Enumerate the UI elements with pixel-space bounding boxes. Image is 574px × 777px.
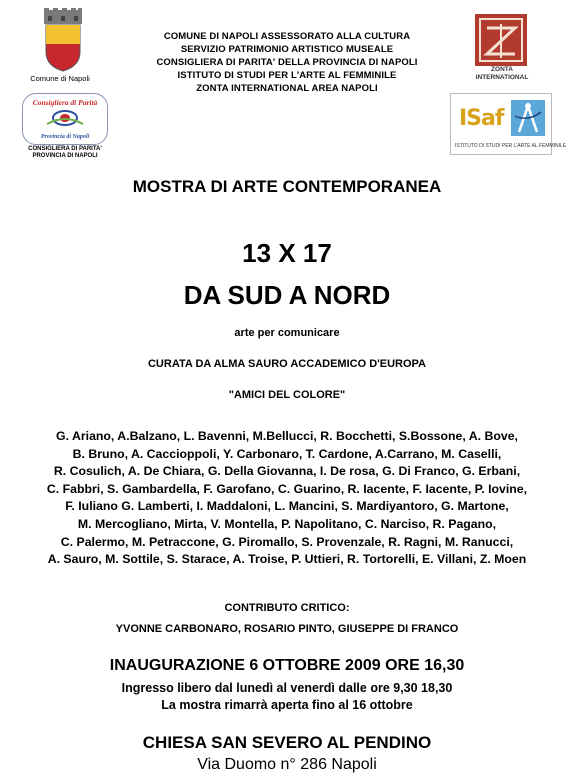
- opening-hours: Ingresso libero dal lunedì al venerdì dalle ore 9,30 18,30: [121, 681, 453, 695]
- exhibition-subtitle: arte per comunicare: [234, 327, 340, 339]
- consigliera-caption: [15, 146, 115, 160]
- artists-line: G. Ariano, A.Balzano, L. Bavenni, M.Bellucci, R. Bocchetti, S.Bossone, A. Bove,: [56, 429, 518, 443]
- consigliera-caption-line-2: PROVINCIA DI NAPOLI: [32, 153, 98, 159]
- isaf-caption: ISTITUTO DI STUDI PER L'ARTE AL FEMMINILE: [455, 143, 567, 149]
- artists-line: F. Iuliano G. Lamberti, I. Maddaloni, L. Mancini, S. Mardiyantoro, G. Martone,: [65, 499, 509, 514]
- artists-line: M. Mercogliano, Mirta, V. Montella, P. Napolitano, C. Narciso, R. Pagano,: [77, 516, 497, 531]
- artists-line: C. Palermo, M. Petraccone, G. Piromallo, S. Provenzale, R. Ragni, M. Ranucci,: [60, 534, 514, 549]
- zonta-caption-line-1: ZONTA: [491, 66, 513, 73]
- curator-line: CURATA DA ALMA SAURO ACCADEMICO D'EUROPA: [147, 358, 426, 370]
- consigliera-caption-line-1: CONSIGLIERA DI PARITA': [28, 146, 102, 152]
- organizers-block: [120, 30, 454, 95]
- critics-names: YVONNE CARBONARO, ROSARIO PINTO, GIUSEPPE DI FRANCO: [115, 623, 459, 635]
- artists-line: B. Bruno, A. Caccioppoli, Y. Carbonaro, T. Cardone, A.Carrano, M. Caselli,: [72, 446, 502, 461]
- group-name: "AMICI DEL COLORE": [228, 389, 346, 401]
- isaf-logo-text: ISaf: [459, 106, 504, 131]
- exhibition-title-1: 13 X 17: [242, 238, 332, 268]
- exhibition-title-2: DA SUD A NORD: [183, 280, 391, 310]
- venue-name: CHIESA SAN SEVERO AL PENDINO: [142, 733, 432, 752]
- artists-list: [0, 428, 574, 569]
- critics-label: CONTRIBUTO CRITICO:: [224, 602, 350, 614]
- zonta-caption: [462, 66, 542, 82]
- exhibition-type: MOSTRA DI ARTE CONTEMPORANEA: [132, 177, 442, 196]
- venue-address: Via Duomo n° 286 Napoli: [197, 756, 377, 773]
- org-line: SERVIZIO PATRIMONIO ARTISTICO MUSEALE: [180, 44, 394, 55]
- org-line: CONSIGLIERA DI PARITA' DELLA PROVINCIA DI NAPOLI: [156, 57, 418, 68]
- artists-line: R. Cosulich, A. De Chiara, G. Della Giovanna, I. De rosa, G. Di Franco, G. Erbani,: [53, 464, 521, 479]
- comune-caption: Comune di Napoli: [30, 74, 90, 83]
- zonta-caption-line-2: INTERNATIONAL: [475, 74, 529, 81]
- consigliera-di-parita-logo: [22, 93, 108, 145]
- isaf-figure-icon: [509, 98, 547, 138]
- exhibition-duration: La mostra rimarrà aperta fino al 16 ottobre: [161, 698, 413, 712]
- org-line: COMUNE DI NAPOLI ASSESSORATO ALLA CULTURA: [163, 31, 411, 42]
- artists-line: A. Sauro, M. Sottile, S. Starace, A. Troise, P. Uttieri, R. Tortorelli, E. Villani, Z. Moen: [47, 552, 527, 567]
- zonta-international-logo: [475, 14, 527, 66]
- org-line: ISTITUTO DI STUDI PER L'ARTE AL FEMMINILE: [177, 70, 397, 81]
- consigliera-logo-line-1: Consigliera di Parità: [32, 98, 98, 107]
- isaf-logo: [450, 93, 567, 155]
- artists-line: C. Fabbri, S. Gambardella, F. Garofano, C. Guarino, R. Iacente, F. Iacente, P. Iovine,: [46, 481, 528, 496]
- org-line: ZONTA INTERNATIONAL AREA NAPOLI: [196, 83, 378, 94]
- inauguration-headline: INAUGURAZIONE 6 OTTOBRE 2009 ORE 16,30: [109, 657, 465, 674]
- comune-di-napoli-crest: [38, 8, 88, 79]
- consigliera-logo-line-2: Provincia di Napoli: [40, 134, 90, 140]
